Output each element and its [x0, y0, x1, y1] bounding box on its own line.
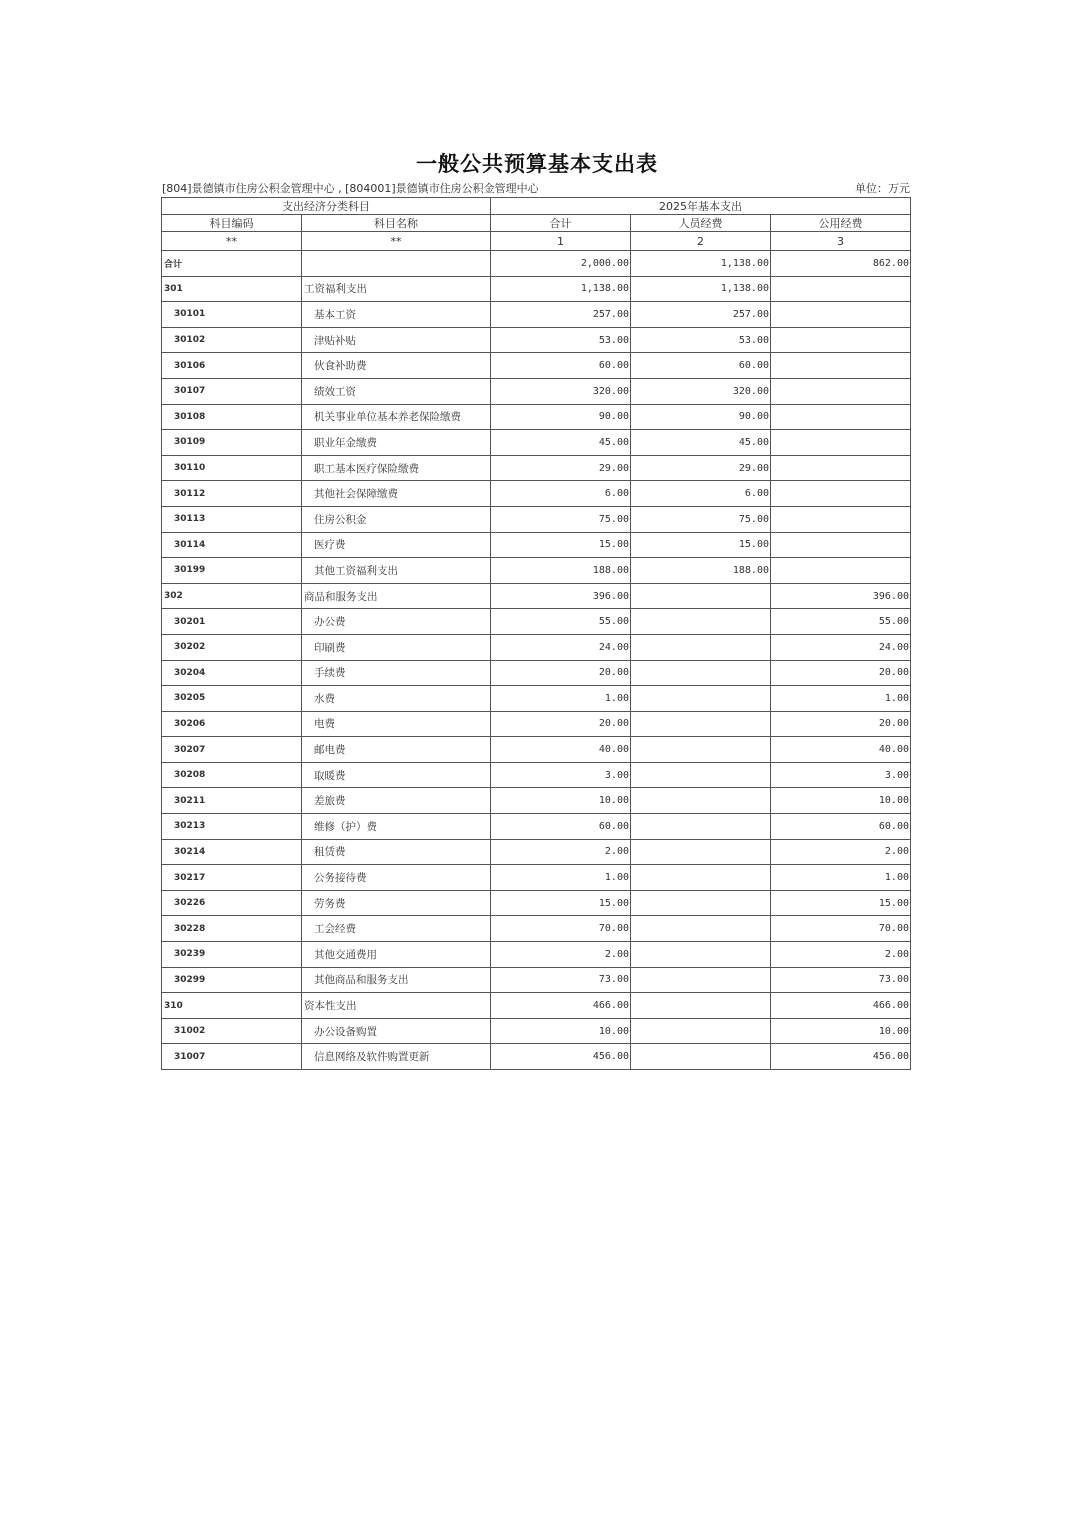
- row-total: 73.00: [491, 967, 631, 993]
- row-code: 30204: [162, 660, 302, 686]
- row-personnel: [631, 660, 771, 686]
- row-public: [771, 302, 911, 328]
- row-code: 30226: [162, 890, 302, 916]
- table-row: [162, 506, 911, 532]
- row-code: 30214: [162, 839, 302, 865]
- row-public: 1.00: [771, 686, 911, 712]
- row-code: 30199: [162, 558, 302, 584]
- row-personnel: [631, 942, 771, 968]
- row-public: [771, 327, 911, 353]
- row-name: 绩效工资: [302, 378, 491, 404]
- row-name: 水费: [302, 686, 491, 712]
- row-total: 396.00: [491, 583, 631, 609]
- row-personnel: 1,138.00: [631, 276, 771, 302]
- row-personnel: [631, 737, 771, 763]
- row-total: 15.00: [491, 890, 631, 916]
- row-personnel: [631, 967, 771, 993]
- row-personnel: [631, 865, 771, 891]
- header-total: 合计: [491, 215, 631, 232]
- row-personnel: [631, 583, 771, 609]
- row-personnel: [631, 788, 771, 814]
- row-public: [771, 353, 911, 379]
- row-total: 10.00: [491, 788, 631, 814]
- row-public: 55.00: [771, 609, 911, 635]
- row-personnel: 60.00: [631, 353, 771, 379]
- row-personnel: 1,138.00: [631, 251, 771, 277]
- row-name: 机关事业单位基本养老保险缴费: [302, 404, 491, 430]
- row-total: 2.00: [491, 942, 631, 968]
- row-name: 其他工资福利支出: [302, 558, 491, 584]
- table-row: [162, 251, 911, 277]
- row-name: 住房公积金: [302, 506, 491, 532]
- row-public: 466.00: [771, 993, 911, 1019]
- organization-line: [804]景德镇市住房公积金管理中心 , [804001]景德镇市住房公积金管理中心: [162, 182, 539, 195]
- row-name: 医疗费: [302, 532, 491, 558]
- row-code: 30228: [162, 916, 302, 942]
- row-total: 6.00: [491, 481, 631, 507]
- table-row: [162, 993, 911, 1019]
- table-row: [162, 327, 911, 353]
- table-row: [162, 430, 911, 456]
- row-personnel: 320.00: [631, 378, 771, 404]
- table-row: [162, 583, 911, 609]
- row-personnel: [631, 890, 771, 916]
- index-name: **: [302, 232, 491, 251]
- row-code: 30239: [162, 942, 302, 968]
- row-total: 29.00: [491, 455, 631, 481]
- row-name: 差旅费: [302, 788, 491, 814]
- row-name: [302, 251, 491, 277]
- row-personnel: [631, 993, 771, 1019]
- row-public: [771, 430, 911, 456]
- row-public: 15.00: [771, 890, 911, 916]
- table-row: [162, 455, 911, 481]
- row-code: 30202: [162, 634, 302, 660]
- table-row: [162, 916, 911, 942]
- row-name: 信息网络及软件购置更新: [302, 1044, 491, 1070]
- row-personnel: 53.00: [631, 327, 771, 353]
- row-name: 维修（护）费: [302, 814, 491, 840]
- row-public: 24.00: [771, 634, 911, 660]
- row-name: 其他社会保障缴费: [302, 481, 491, 507]
- row-public: [771, 532, 911, 558]
- row-name: 工会经费: [302, 916, 491, 942]
- row-name: 工资福利支出: [302, 276, 491, 302]
- index-total: 1: [491, 232, 631, 251]
- header-group-economic-classification: 支出经济分类科目: [162, 198, 491, 215]
- row-total: 45.00: [491, 430, 631, 456]
- row-personnel: [631, 609, 771, 635]
- row-code: 30108: [162, 404, 302, 430]
- row-total: 75.00: [491, 506, 631, 532]
- row-code: 30205: [162, 686, 302, 712]
- table-row: [162, 532, 911, 558]
- table-row: [162, 839, 911, 865]
- budget-table: [161, 197, 911, 1070]
- row-personnel: [631, 814, 771, 840]
- row-total: 1,138.00: [491, 276, 631, 302]
- row-total: 20.00: [491, 711, 631, 737]
- row-total: 2.00: [491, 839, 631, 865]
- table-row: [162, 302, 911, 328]
- row-public: 73.00: [771, 967, 911, 993]
- row-code: 310: [162, 993, 302, 1019]
- row-public: 1.00: [771, 865, 911, 891]
- table-row: [162, 634, 911, 660]
- table-body: [162, 251, 911, 1070]
- row-code: 30101: [162, 302, 302, 328]
- row-public: 3.00: [771, 762, 911, 788]
- row-total: 320.00: [491, 378, 631, 404]
- row-name: 资本性支出: [302, 993, 491, 1019]
- row-total: 456.00: [491, 1044, 631, 1070]
- row-code: 302: [162, 583, 302, 609]
- row-code: 30211: [162, 788, 302, 814]
- row-public: [771, 404, 911, 430]
- row-personnel: [631, 634, 771, 660]
- row-personnel: 29.00: [631, 455, 771, 481]
- row-name: 津贴补贴: [302, 327, 491, 353]
- row-name: 公务接待费: [302, 865, 491, 891]
- row-name: 印刷费: [302, 634, 491, 660]
- row-code: 30109: [162, 430, 302, 456]
- row-code: 30102: [162, 327, 302, 353]
- table-row: [162, 686, 911, 712]
- table-row: [162, 378, 911, 404]
- row-name: 其他交通费用: [302, 942, 491, 968]
- header-name: 科目名称: [302, 215, 491, 232]
- row-public: 10.00: [771, 1018, 911, 1044]
- row-personnel: [631, 686, 771, 712]
- row-personnel: 45.00: [631, 430, 771, 456]
- row-code: 30207: [162, 737, 302, 763]
- row-personnel: 15.00: [631, 532, 771, 558]
- row-code: 301: [162, 276, 302, 302]
- row-code: 30112: [162, 481, 302, 507]
- row-personnel: 257.00: [631, 302, 771, 328]
- row-code: 30113: [162, 506, 302, 532]
- row-personnel: 188.00: [631, 558, 771, 584]
- row-name: 电费: [302, 711, 491, 737]
- row-personnel: [631, 1018, 771, 1044]
- row-public: 2.00: [771, 942, 911, 968]
- row-public: 20.00: [771, 660, 911, 686]
- header-public: 公用经费: [771, 215, 911, 232]
- table-row: [162, 711, 911, 737]
- row-total: 24.00: [491, 634, 631, 660]
- page-title: 一般公共预算基本支出表: [416, 151, 658, 176]
- table-row: [162, 276, 911, 302]
- row-total: 20.00: [491, 660, 631, 686]
- row-personnel: 90.00: [631, 404, 771, 430]
- row-total: 466.00: [491, 993, 631, 1019]
- row-public: 40.00: [771, 737, 911, 763]
- row-name: 邮电费: [302, 737, 491, 763]
- row-public: [771, 455, 911, 481]
- row-personnel: [631, 839, 771, 865]
- row-name: 手续费: [302, 660, 491, 686]
- row-name: 租赁费: [302, 839, 491, 865]
- table-row: [162, 404, 911, 430]
- table-row: [162, 737, 911, 763]
- row-public: 10.00: [771, 788, 911, 814]
- table-row: [162, 814, 911, 840]
- row-name: 基本工资: [302, 302, 491, 328]
- row-public: 70.00: [771, 916, 911, 942]
- row-total: 2,000.00: [491, 251, 631, 277]
- index-public: 3: [771, 232, 911, 251]
- row-total: 1.00: [491, 686, 631, 712]
- row-public: 20.00: [771, 711, 911, 737]
- row-code: 31007: [162, 1044, 302, 1070]
- row-total: 70.00: [491, 916, 631, 942]
- row-public: 396.00: [771, 583, 911, 609]
- row-code: 30213: [162, 814, 302, 840]
- row-personnel: 6.00: [631, 481, 771, 507]
- table-row: [162, 609, 911, 635]
- row-total: 60.00: [491, 353, 631, 379]
- table-row: [162, 558, 911, 584]
- table-row: [162, 353, 911, 379]
- row-name: 其他商品和服务支出: [302, 967, 491, 993]
- row-public: [771, 558, 911, 584]
- row-total: 1.00: [491, 865, 631, 891]
- row-code: 30201: [162, 609, 302, 635]
- row-total: 90.00: [491, 404, 631, 430]
- row-total: 257.00: [491, 302, 631, 328]
- row-code: 30217: [162, 865, 302, 891]
- row-code: 30206: [162, 711, 302, 737]
- row-name: 取暖费: [302, 762, 491, 788]
- table-row: [162, 967, 911, 993]
- row-total: 188.00: [491, 558, 631, 584]
- row-name: 职工基本医疗保险缴费: [302, 455, 491, 481]
- row-personnel: [631, 1044, 771, 1070]
- subheader: [162, 180, 910, 196]
- row-public: [771, 276, 911, 302]
- row-name: 劳务费: [302, 890, 491, 916]
- row-name: 办公设备购置: [302, 1018, 491, 1044]
- header-group-basic-expenditure: 2025年基本支出: [491, 198, 911, 215]
- row-name: 伙食补助费: [302, 353, 491, 379]
- row-total: 40.00: [491, 737, 631, 763]
- row-code: 30107: [162, 378, 302, 404]
- table-row: [162, 481, 911, 507]
- row-total: 55.00: [491, 609, 631, 635]
- row-total: 3.00: [491, 762, 631, 788]
- row-code: 31002: [162, 1018, 302, 1044]
- table-row: [162, 942, 911, 968]
- row-personnel: [631, 916, 771, 942]
- row-name: 办公费: [302, 609, 491, 635]
- table-row: [162, 865, 911, 891]
- row-code: 30208: [162, 762, 302, 788]
- header-personnel: 人员经费: [631, 215, 771, 232]
- table-row: [162, 788, 911, 814]
- row-public: 456.00: [771, 1044, 911, 1070]
- row-code: 30114: [162, 532, 302, 558]
- row-total: 15.00: [491, 532, 631, 558]
- table-row: [162, 1044, 911, 1070]
- row-personnel: 75.00: [631, 506, 771, 532]
- row-name: 商品和服务支出: [302, 583, 491, 609]
- row-personnel: [631, 711, 771, 737]
- row-public: 862.00: [771, 251, 911, 277]
- row-name: 职业年金缴费: [302, 430, 491, 456]
- row-code: 合计: [162, 251, 302, 277]
- row-public: [771, 506, 911, 532]
- row-code: 30110: [162, 455, 302, 481]
- unit-label: 单位：万元: [855, 182, 910, 195]
- header-code: 科目编码: [162, 215, 302, 232]
- index-code: **: [162, 232, 302, 251]
- row-public: 60.00: [771, 814, 911, 840]
- row-total: 60.00: [491, 814, 631, 840]
- table-row: [162, 660, 911, 686]
- row-personnel: [631, 762, 771, 788]
- row-code: 30299: [162, 967, 302, 993]
- index-personnel: 2: [631, 232, 771, 251]
- row-total: 53.00: [491, 327, 631, 353]
- row-public: [771, 378, 911, 404]
- row-total: 10.00: [491, 1018, 631, 1044]
- row-public: [771, 481, 911, 507]
- row-code: 30106: [162, 353, 302, 379]
- table-row: [162, 890, 911, 916]
- table-row: [162, 1018, 911, 1044]
- row-public: 2.00: [771, 839, 911, 865]
- table-row: [162, 762, 911, 788]
